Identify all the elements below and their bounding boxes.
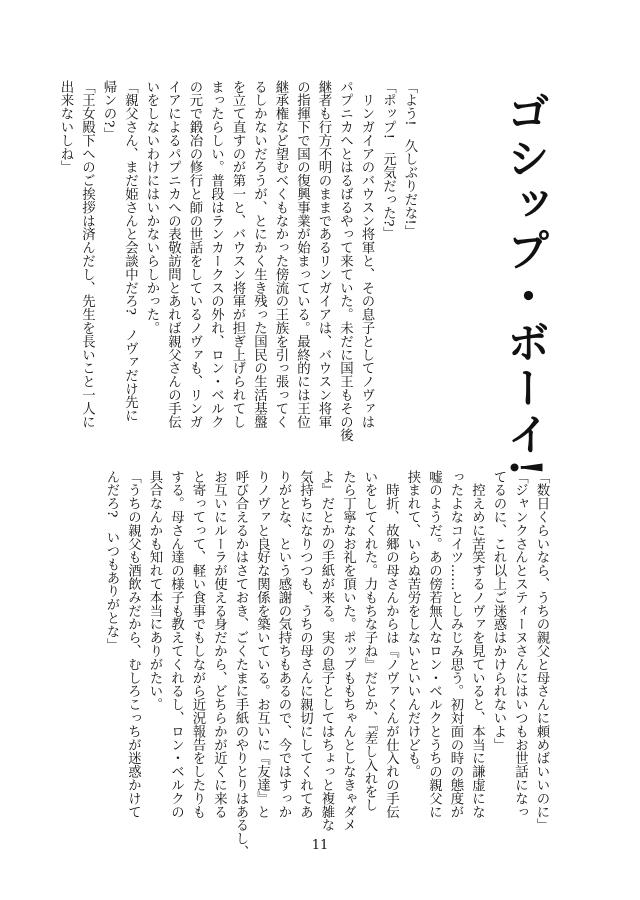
text-line: まったらしい。普段はランカークスの外れ、ロン・ベルク: [208, 80, 224, 429]
text-line: 気持ちになりつつも、うちの母さんに親切にしてくれてあ: [297, 470, 313, 819]
text-line: んだろ? いつもありがとな」: [104, 470, 119, 652]
text-line: 控えめに苦笑するノヴァを見ていると、本当に謙虚にな: [469, 470, 485, 819]
text-line: 具合なんかも知れて本当にありがたい。: [147, 470, 162, 712]
text-line: 「王女殿下へのご挨拶は済んだし、先生を長いこと一人に: [79, 80, 95, 429]
text-line: たら丁寧なお礼を頂いた。ポップももちゃんとしなきゃダメ: [340, 470, 356, 832]
text-line: 帰ンの?」: [101, 80, 116, 141]
text-line: 挟まれて、いらぬ苦労をしないといいんだけども。: [405, 470, 420, 779]
text-line: ったよなコイツ……としみじみ思う。初対面の時の態度が: [448, 470, 463, 819]
text-line: いをしないわけにはいかないらしかった。: [144, 80, 159, 335]
text-line: の指揮下で国の復興事業が始まっている。最終的には王位: [294, 80, 310, 429]
text-line: 「ポップ! 元気だった?」: [380, 80, 396, 240]
text-line: 「ジャンクさんとスティーヌさんにはいつもお世話になっ: [512, 470, 528, 819]
text-line: イアによるパプニカへの表敬訪問とあれば親父さんの手伝: [165, 80, 181, 429]
page-number: 11: [311, 838, 329, 853]
text-line: の元で鍛冶の修行と師の世話をしているノヴァも、リンガ: [187, 80, 202, 429]
text-line: パプニカへとはるばるやって来ていた。未だに国王もその後: [337, 80, 353, 442]
text-line: いをしてくれた。力もちな子ね』だとか、『差し入れをし: [362, 470, 377, 812]
text-line: 時折、故郷の母さんからは『ノヴァくんが仕入れの手伝: [383, 470, 399, 819]
text-line: 継者も行方不明のままであるリンガイアは、バウスン将軍: [316, 80, 331, 429]
text-line: りノヴァと良好な関係を築いている。お互いに『友達』と: [254, 470, 270, 819]
text-line: お互いにルーラが使える身だから、どちらかが近くに来る: [211, 470, 227, 819]
text-line: と寄ってって、軽い食事でもしながら近況報告をしたりも: [190, 470, 205, 819]
text-line: 「数日くらいなら、うちの親父と母さんに頼めばいいのに」: [534, 470, 549, 832]
text-line: 「うちの親父も酒飲みだから、むしろこっちが迷惑かけて: [125, 470, 141, 819]
text-line: てるのに、これ以上ご迷惑はかけられないよ」: [491, 470, 506, 752]
text-line: する。母さん達の様子も教えてくれるし、ロン・ベルクの: [168, 470, 184, 819]
text-line: 「親父さん、まだ姫さんと会談中だろ? ノヴァだけ先に: [122, 80, 138, 423]
text-line: よ』だとかの手紙が来る。実の息子としてはちょっと複雑な: [319, 470, 334, 832]
text-line: るしかないだろうが、とにかく生き残った国民の生活基盤: [251, 80, 267, 429]
text-line: 「よう! 久しぶりだな!」: [402, 80, 417, 239]
text-line: 出来ないしね」: [58, 80, 73, 174]
text-line: 呼び合えるかはさておき、ごくたまに手紙のやりとりはあるし、: [233, 470, 248, 859]
text-line: 継承権など望むべくもなかった傍流の王族を引っ張ってく: [273, 80, 288, 429]
text-line: リンガイアのバウスン将軍と、その息子としてノヴァは: [359, 80, 374, 429]
text-column-upper: [58, 80, 420, 480]
chapter-title: ゴシップ・ボーイ!: [500, 90, 550, 480]
text-line: りがとな、という感謝の気持ちもあるので、今ではすっか: [276, 470, 291, 819]
text-line: 嘘のようだ。あの傍若無人なロン・ベルクとうちの親父に: [426, 470, 442, 819]
text-line: を立て直すのが第一と、バウスン将軍が担ぎ上げられてし: [230, 80, 245, 429]
